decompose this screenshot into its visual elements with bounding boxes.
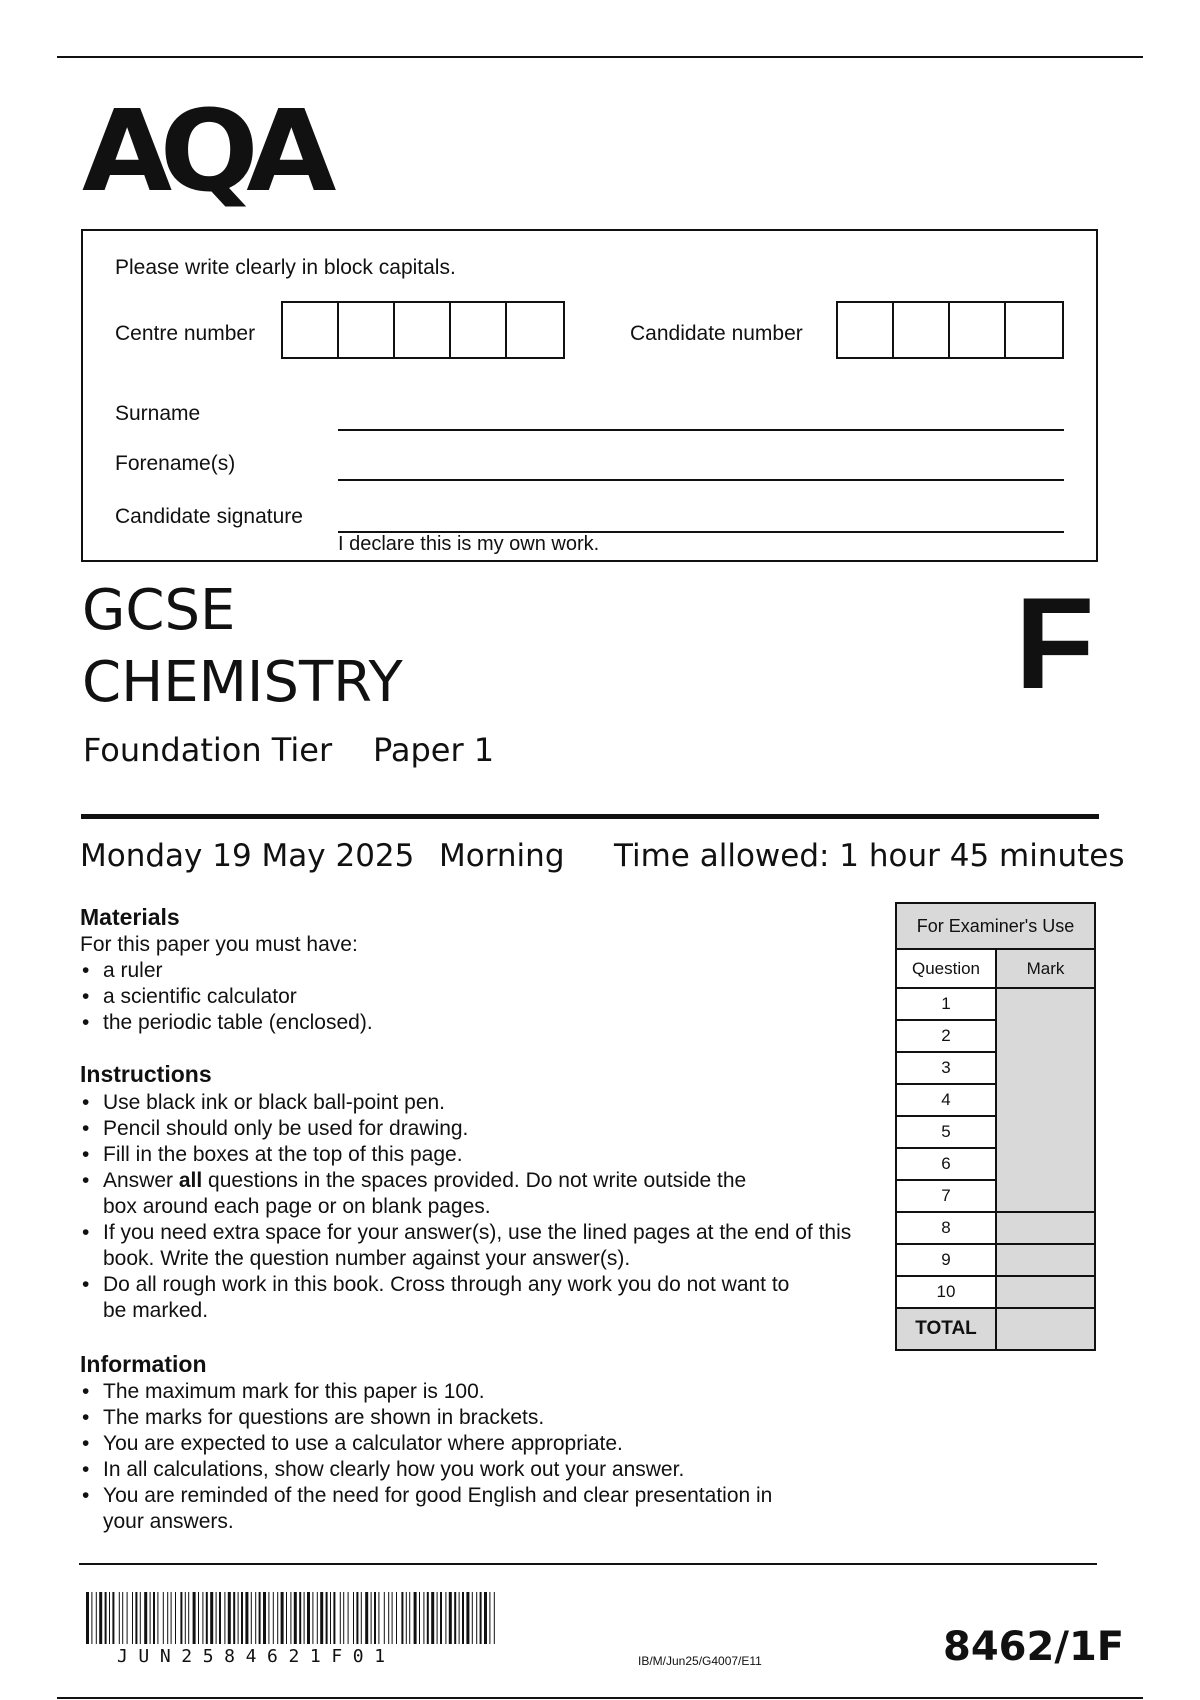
barcode-bar bbox=[238, 1592, 239, 1644]
barcode-bar bbox=[109, 1592, 110, 1644]
barcode bbox=[86, 1592, 496, 1644]
instructions-list bbox=[80, 1090, 870, 1324]
barcode-bar bbox=[219, 1592, 221, 1644]
exam-session: Morning bbox=[439, 838, 565, 874]
barcode-bar bbox=[259, 1592, 261, 1644]
mark-cell bbox=[996, 1276, 1095, 1308]
barcode-bar bbox=[484, 1592, 487, 1644]
list-item: • The marks for questions are shown in brackets. bbox=[80, 1405, 800, 1431]
barcode-bar bbox=[140, 1592, 141, 1644]
list-item: • a ruler bbox=[80, 958, 373, 984]
barcode-bar bbox=[277, 1592, 278, 1644]
barcode-bar bbox=[294, 1592, 297, 1644]
footer-divider bbox=[79, 1563, 1097, 1565]
list-item: • Answer all questions in the spaces provided. Do not write outside the box around each page or on blank pages. bbox=[80, 1168, 773, 1220]
barcode-bar bbox=[459, 1592, 460, 1644]
barcode-bar bbox=[99, 1592, 102, 1644]
barcode-bar bbox=[188, 1592, 189, 1644]
barcode-bar bbox=[206, 1592, 208, 1644]
list-item: • a scientific calculator bbox=[80, 984, 373, 1010]
barcode-bar bbox=[216, 1592, 217, 1644]
barcode-bar bbox=[317, 1592, 318, 1644]
centre-number-boxes[interactable] bbox=[281, 301, 565, 359]
barcode-bar bbox=[307, 1592, 310, 1644]
barcode-bar bbox=[281, 1592, 284, 1644]
barcode-bar bbox=[365, 1592, 368, 1644]
candidate-digit-box[interactable] bbox=[950, 303, 1006, 357]
mark-cell bbox=[996, 1244, 1095, 1276]
barcode-bar bbox=[144, 1592, 147, 1644]
barcode-bar bbox=[251, 1592, 252, 1644]
list-item: • Fill in the boxes at the top of this page. bbox=[80, 1142, 870, 1168]
top-rule bbox=[57, 56, 1143, 58]
barcode-bar bbox=[440, 1592, 442, 1644]
barcode-bar bbox=[224, 1592, 225, 1644]
candidate-digit-box[interactable] bbox=[838, 303, 894, 357]
barcode-bar bbox=[119, 1592, 120, 1644]
qualification-title: GCSE bbox=[82, 578, 236, 643]
signature-label: Candidate signature bbox=[115, 505, 303, 528]
candidate-number-boxes[interactable] bbox=[836, 301, 1064, 359]
barcode-bar bbox=[414, 1592, 417, 1644]
barcode-bar bbox=[378, 1592, 379, 1644]
barcode-bar bbox=[268, 1592, 269, 1644]
candidate-number-label: Candidate number bbox=[630, 322, 803, 345]
barcode-bar bbox=[466, 1592, 469, 1644]
barcode-bar bbox=[135, 1592, 137, 1644]
barcode-bar bbox=[423, 1592, 424, 1644]
list-item: • You are reminded of the need for good English and clear presentation in your answers. bbox=[80, 1483, 800, 1535]
barcode-bar bbox=[348, 1592, 349, 1644]
barcode-bar bbox=[180, 1592, 182, 1644]
barcode-bar bbox=[273, 1592, 274, 1644]
barcode-bar bbox=[163, 1592, 164, 1644]
information-heading: Information bbox=[80, 1351, 207, 1377]
centre-digit-box[interactable] bbox=[395, 303, 451, 357]
barcode-bar bbox=[210, 1592, 213, 1644]
list-item: • Pencil should only be used for drawing. bbox=[80, 1116, 870, 1142]
materials-heading: Materials bbox=[80, 904, 180, 930]
question-header: Question bbox=[896, 949, 996, 988]
barcode-bar bbox=[406, 1592, 407, 1644]
bottom-rule bbox=[57, 1697, 1143, 1699]
materials-list bbox=[80, 958, 373, 1036]
candidate-digit-box[interactable] bbox=[894, 303, 950, 357]
barcode-bar bbox=[175, 1592, 176, 1644]
barcode-bar bbox=[401, 1592, 403, 1644]
exam-date: Monday 19 May 2025 bbox=[80, 838, 415, 874]
barcode-bar bbox=[454, 1592, 456, 1644]
barcode-bar bbox=[353, 1592, 354, 1644]
subject-title: CHEMISTRY bbox=[82, 650, 403, 715]
question-number: 6 bbox=[896, 1148, 996, 1180]
barcode-bar bbox=[255, 1592, 256, 1644]
list-item: • If you need extra space for your answer(s), use the lined pages at the end of this book. Write the question number against your answer(s). bbox=[80, 1220, 870, 1272]
barcode-bar bbox=[312, 1592, 313, 1644]
list-item: • the periodic table (enclosed). bbox=[80, 1010, 373, 1036]
barcode-bar bbox=[245, 1592, 248, 1644]
barcode-bar bbox=[356, 1592, 358, 1644]
centre-number-label: Centre number bbox=[115, 322, 256, 345]
barcode-number: JUN2584621F01 bbox=[117, 1646, 396, 1667]
barcode-bar bbox=[340, 1592, 341, 1644]
question-number: 3 bbox=[896, 1052, 996, 1084]
barcode-bar bbox=[241, 1592, 243, 1644]
list-item: • You are expected to use a calculator where appropriate. bbox=[80, 1431, 800, 1457]
barcode-bar bbox=[333, 1592, 335, 1644]
barcode-bar bbox=[396, 1592, 397, 1644]
barcode-bar bbox=[480, 1592, 482, 1644]
barcode-bar bbox=[153, 1592, 155, 1644]
barcode-bar bbox=[91, 1592, 92, 1644]
centre-digit-box[interactable] bbox=[283, 303, 339, 357]
barcode-bar bbox=[105, 1592, 107, 1644]
barcode-bar bbox=[476, 1592, 477, 1644]
barcode-bar bbox=[371, 1592, 372, 1644]
barcode-bar bbox=[330, 1592, 331, 1644]
list-item: • The maximum mark for this paper is 100. bbox=[80, 1379, 800, 1405]
barcode-bar bbox=[472, 1592, 473, 1644]
centre-digit-box[interactable] bbox=[451, 303, 507, 357]
examiner-table-title: For Examiner's Use bbox=[896, 903, 1095, 949]
paper-label: Paper 1 bbox=[373, 731, 495, 769]
barcode-bar bbox=[202, 1592, 203, 1644]
question-number: 5 bbox=[896, 1116, 996, 1148]
barcode-bar bbox=[388, 1592, 389, 1644]
instructions-heading: Instructions bbox=[80, 1061, 212, 1087]
question-number: 7 bbox=[896, 1180, 996, 1212]
mark-cell bbox=[996, 988, 1095, 1212]
examiner-use-table bbox=[895, 902, 1096, 1351]
barcode-bar bbox=[494, 1592, 495, 1644]
declaration-text: I declare this is my own work. bbox=[338, 533, 600, 555]
barcode-bar bbox=[157, 1592, 158, 1644]
barcode-bar bbox=[233, 1592, 235, 1644]
mark-header: Mark bbox=[996, 949, 1095, 988]
centre-digit-box[interactable] bbox=[507, 303, 563, 357]
barcode-bar bbox=[167, 1592, 168, 1644]
surname-field[interactable] bbox=[338, 429, 1064, 431]
centre-digit-box[interactable] bbox=[339, 303, 395, 357]
total-mark-cell bbox=[996, 1308, 1095, 1350]
barcode-bar bbox=[112, 1592, 114, 1644]
materials-intro: For this paper you must have: bbox=[80, 933, 358, 956]
barcode-bar bbox=[96, 1592, 97, 1644]
barcode-bar bbox=[449, 1592, 452, 1644]
barcode-bar bbox=[286, 1592, 287, 1644]
barcode-bar bbox=[171, 1592, 172, 1644]
barcode-bar bbox=[409, 1592, 410, 1644]
barcode-bar bbox=[462, 1592, 464, 1644]
surname-label: Surname bbox=[115, 402, 201, 425]
question-number: 8 bbox=[896, 1212, 996, 1244]
barcode-bar bbox=[228, 1592, 231, 1644]
time-allowed: Time allowed: 1 hour 45 minutes bbox=[614, 838, 1125, 874]
forename-field[interactable] bbox=[338, 479, 1064, 481]
mark-cell bbox=[996, 1212, 1095, 1244]
barcode-bar bbox=[384, 1592, 385, 1644]
barcode-bar bbox=[132, 1592, 133, 1644]
barcode-bar bbox=[326, 1592, 328, 1644]
question-number: 10 bbox=[896, 1276, 996, 1308]
barcode-bar bbox=[193, 1592, 196, 1644]
barcode-bar bbox=[198, 1592, 199, 1644]
candidate-details-box bbox=[81, 229, 1098, 562]
tier-label: Foundation Tier bbox=[83, 731, 333, 769]
question-number: 4 bbox=[896, 1084, 996, 1116]
barcode-bar bbox=[290, 1592, 291, 1644]
barcode-bar bbox=[185, 1592, 186, 1644]
barcode-bar bbox=[374, 1592, 376, 1644]
barcode-bar bbox=[150, 1592, 151, 1644]
list-item: • Do all rough work in this book. Cross through any work you do not want to be marked. bbox=[80, 1272, 803, 1324]
barcode-bar bbox=[263, 1592, 266, 1644]
barcode-bar bbox=[122, 1592, 123, 1644]
barcode-bar bbox=[127, 1592, 128, 1644]
candidate-digit-box[interactable] bbox=[1006, 303, 1062, 357]
question-number: 1 bbox=[896, 988, 996, 1020]
barcode-bar bbox=[427, 1592, 429, 1644]
barcode-bar bbox=[431, 1592, 434, 1644]
document-reference: IB/M/Jun25/G4007/E11 bbox=[638, 1654, 762, 1668]
aqa-logo: AQA bbox=[82, 87, 324, 217]
forename-label: Forename(s) bbox=[115, 452, 236, 475]
tier-letter: F bbox=[1015, 570, 1095, 716]
block-capitals-instruction: Please write clearly in block capitals. bbox=[115, 256, 456, 279]
barcode-bar bbox=[437, 1592, 438, 1644]
barcode-bar bbox=[86, 1592, 89, 1644]
barcode-bar bbox=[304, 1592, 305, 1644]
barcode-bar bbox=[320, 1592, 323, 1644]
list-item: • In all calculations, show clearly how you work out your answer. bbox=[80, 1457, 800, 1483]
barcode-bar bbox=[445, 1592, 446, 1644]
list-item: • Use black ink or black ball-point pen. bbox=[80, 1090, 870, 1116]
question-number: 9 bbox=[896, 1244, 996, 1276]
barcode-bar bbox=[489, 1592, 490, 1644]
barcode-bar bbox=[299, 1592, 301, 1644]
total-label: TOTAL bbox=[896, 1308, 996, 1350]
barcode-bar bbox=[361, 1592, 362, 1644]
title-divider bbox=[81, 814, 1099, 819]
barcode-bar bbox=[392, 1592, 393, 1644]
barcode-bar bbox=[419, 1592, 420, 1644]
question-number: 2 bbox=[896, 1020, 996, 1052]
barcode-bar bbox=[343, 1592, 344, 1644]
paper-code: 8462/1F bbox=[943, 1624, 1125, 1670]
information-list bbox=[80, 1379, 800, 1535]
